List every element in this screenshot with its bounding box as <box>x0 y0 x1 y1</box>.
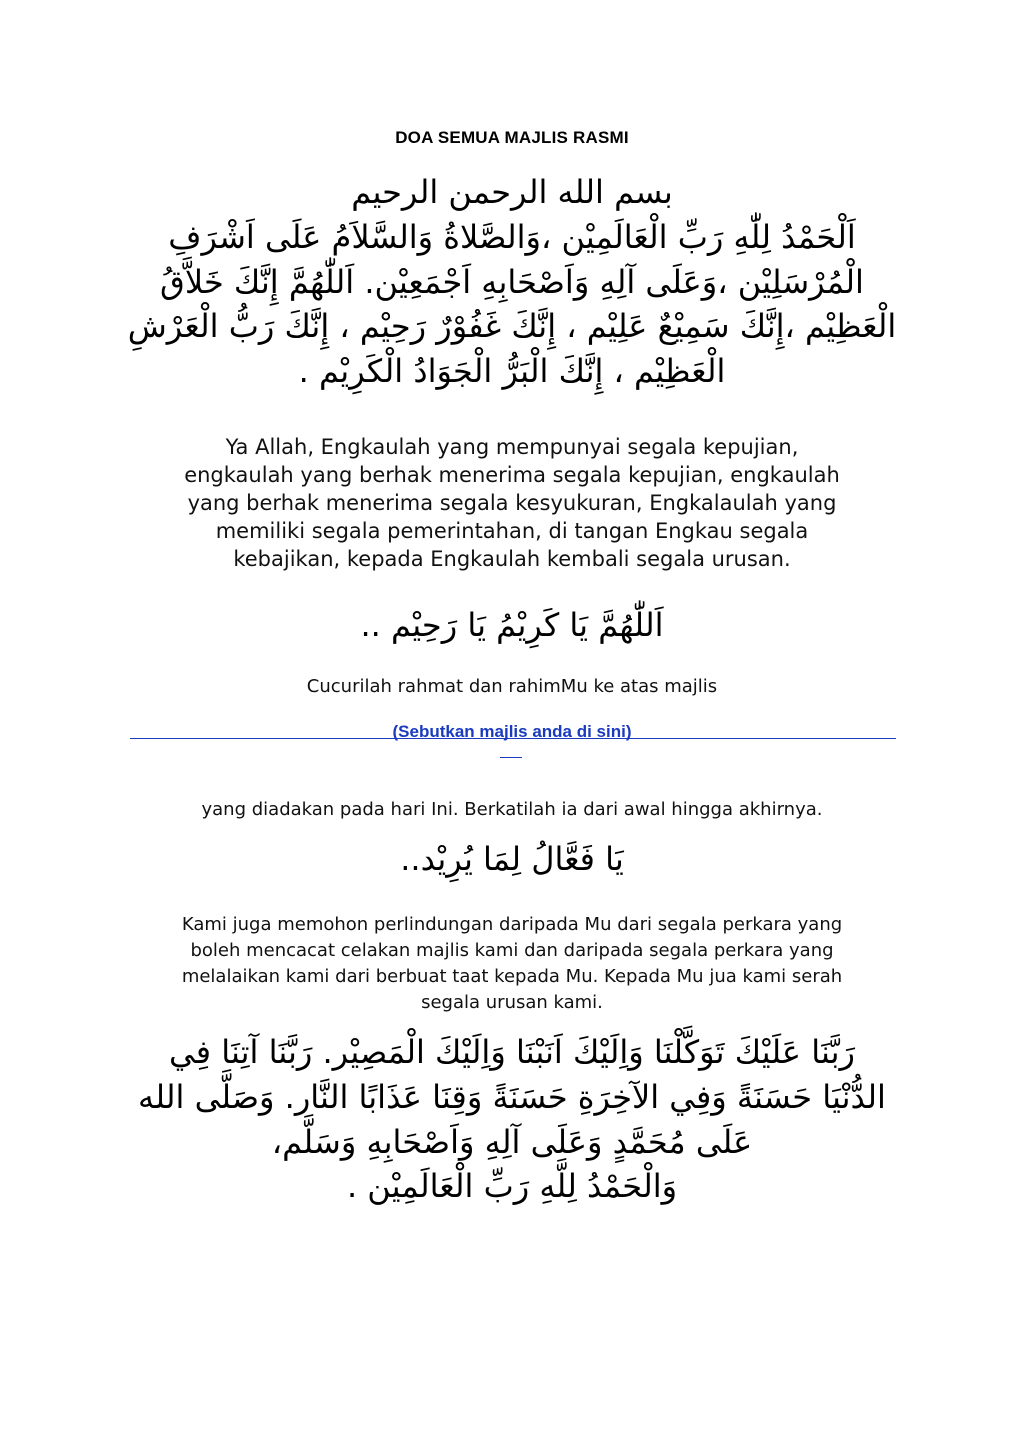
arabic-doer-phrase <box>100 837 924 882</box>
arabic-line: الْعَظِيْم ،إِنَّكَ سَمِيْعٌ عَلِيْم ، إِنَّكَ غَفُوْرٌ رَحِيْم ، إِنَّكَ رَبُّ الْعَرْشِ <box>127 307 897 346</box>
paragraph-line: Kami juga memohon perlindungan daripada Mu dari segala perkara yang <box>181 914 843 935</box>
arabic-line: بسم الله الرحمن الرحيم <box>351 173 673 211</box>
arabic-line: الْمُرْسَلِيْن ،وَعَلَى آلِهِ وَاَصْحَابِهِ اَجْمَعِيْن. اَللّٰهُمَّ إِنَّكَ خَلاَّقُ <box>160 262 864 301</box>
arabic-line: الْعَظِيْم ، إِنَّكَ الْبَرُّ الْجَوَادُ الْكَرِيْم . <box>298 352 726 391</box>
paragraph-line: boleh mencacat celakan majlis kami dan daripada segala perkara yang <box>190 940 834 961</box>
arabic-line: اَللّٰهُمَّ يَا كَرِيْمُ يَا رَحِيْم .. <box>360 606 664 644</box>
paragraph-line: yang berhak menerima segala kesyukuran, Engkalaulah yang <box>187 491 837 515</box>
majlis-underline-dash <box>500 757 522 758</box>
malay-request-text: Cucurilah rahmat dan rahimMu ke atas majlis <box>306 676 718 697</box>
arabic-opening-prayer <box>100 170 924 394</box>
malay-protection-paragraph <box>112 912 912 1016</box>
malay-praise-paragraph <box>112 433 912 573</box>
arabic-line: عَلَى مُحَمَّدٍ وَعَلَى آلِهِ وَاَصْحَابِهِ وَسَلَّم، <box>271 1122 753 1161</box>
majlis-name-placeholder[interactable]: (Sebutkan majlis anda di sini) <box>392 722 632 741</box>
paragraph-line: segala urusan kami. <box>421 992 603 1013</box>
paragraph-line: Ya Allah, Engkaulah yang mempunyai segala kepujian, <box>225 435 799 459</box>
paragraph-line: kebajikan, kepada Engkaulah kembali segala urusan. <box>233 547 791 571</box>
arabic-line: يَا فَعَّالُ لِمَا يُرِيْد.. <box>400 840 624 878</box>
paragraph-line: engkaulah yang berhak menerima segala kepujian, engkaulah <box>184 463 840 487</box>
arabic-invocation <box>100 603 924 648</box>
arabic-line: رَبَّنَا عَلَيْكَ تَوَكَّلْنَا وَاِلَيْكَ اَنَبْنَا وَاِلَيْكَ الْمَصِيْر. رَبَّنَا آتِنَا فِي <box>169 1033 855 1071</box>
paragraph-line: melalaikan kami dari berbuat taat kepada Mu. Kepada Mu jua kami serah <box>181 966 843 987</box>
document-title: DOA SEMUA MAJLIS RASMI <box>395 128 629 147</box>
malay-held-text: yang diadakan pada hari Ini. Berkatilah ia dari awal hingga akhirnya. <box>201 799 823 820</box>
arabic-closing-prayer <box>100 1030 924 1209</box>
arabic-line: الدُّنْيَا حَسَنَةً وَفِي الآخِرَةِ حَسَنَةً وَقِنَا عَذَابًا النَّار. وَصَلَّى الله <box>138 1077 886 1116</box>
arabic-line: اَلْحَمْدُ لِلّٰهِ رَبِّ الْعَالَمِيْن ،وَالصَّلاةُ وَالسَّلاَمُ عَلَى اَشْرَفِ <box>168 217 856 256</box>
arabic-line: وَالْحَمْدُ لِلَّهِ رَبِّ الْعَالَمِيْن . <box>346 1167 678 1206</box>
paragraph-line: memiliki segala pemerintahan, di tangan Engkau segala <box>215 519 809 543</box>
